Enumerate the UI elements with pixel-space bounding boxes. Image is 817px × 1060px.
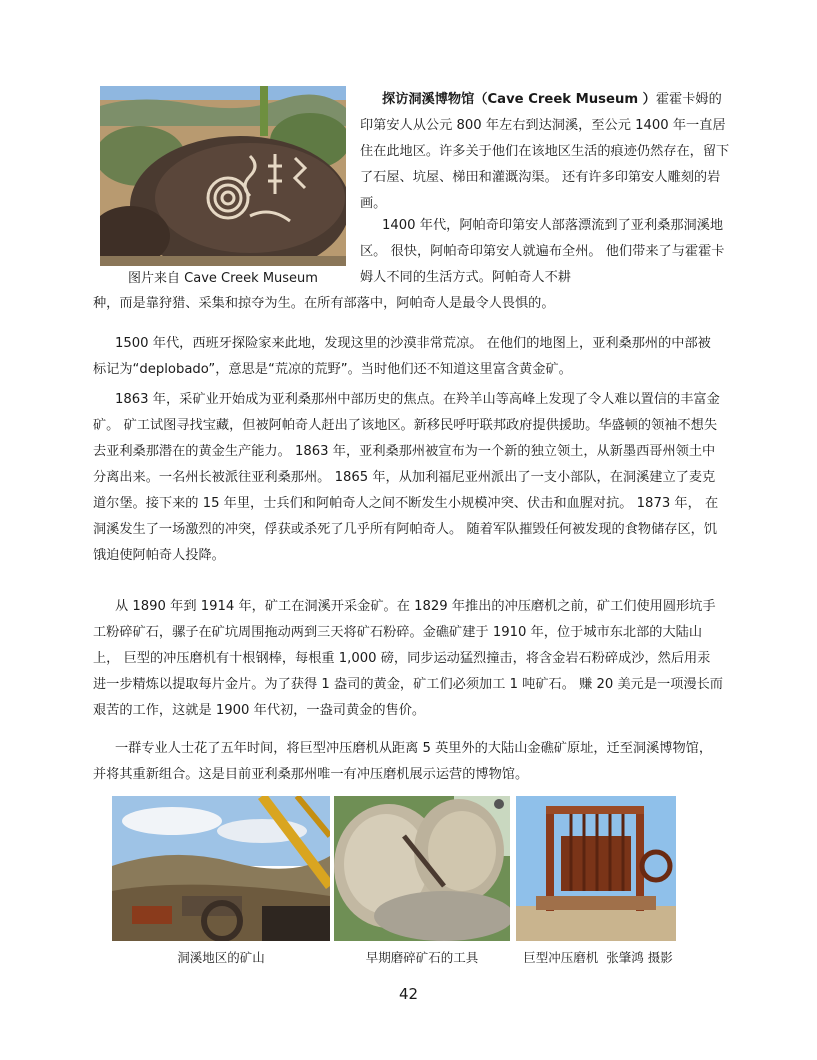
grinding-stone-photo xyxy=(334,796,510,941)
intro-paragraph xyxy=(360,87,730,217)
paragraph-1500s-text: 1500 年代，西班牙探险家来此地，发现这里的沙漠非常荒凉。 在他们的地图上，亚利桑那州的中部被标记为“deplobado”，意思是“荒凉的荒野”。当时他们还不知道这里富含黄金矿。 xyxy=(93,336,711,377)
paragraph-1890 xyxy=(93,594,723,724)
petroglyph-caption: 图片来自 Cave Creek Museum xyxy=(128,271,318,286)
paragraph-stamp-mill-move xyxy=(93,736,723,788)
intro-text: 霍霍卡姆的印第安人从公元 800 年左右到达洞溪，至公元 1400 年一直居住在此地区。许多关于他们在该地区生活的痕迹仍然存在，留下了石屋、坑屋、梯田和灌溉沟渠。 还有许多印第安人雕刻的岩画。 xyxy=(360,92,730,211)
stamp-mill-caption: 巨型冲压磨机 张肇鸿 摄影 xyxy=(523,950,673,965)
paragraph-1500s xyxy=(93,331,723,383)
paragraph-1890-text: 从 1890 年到 1914 年，矿工在洞溪开采金矿。在 1829 年推出的冲压磨机之前，矿工们使用圆形坑手工粉碎矿石，骡子在矿坑周围拖动两到三天将矿石粉碎。金礁矿建于 1910 年，位于城市东北部的大陆山上， 巨型的冲压磨机有十根钢棒，每根重 1,000 磅，同步运动猛烈撞击，将含金岩石粉碎成沙，然后用汞进一步精炼以提取每片金片。为了获得 1 盎司的黄金，矿工们必须加工 1 吨矿石。 赚 20 美元是一项漫长而艰苦的工作，这就是 1900 年代初，一盎司黄金的售价。 xyxy=(93,599,723,718)
page-number: 42 xyxy=(398,985,419,1003)
paragraph-1863-text: 1863 年，采矿业开始成为亚利桑那州中部历史的焦点。在羚羊山等高峰上发现了令人难以置信的丰富金矿。 矿工试图寻找宝藏，但被阿帕奇人赶出了该地区。新移民呼吁联邦政府提供援助。华盛顿的领袖不想失去亚利桑那潜在的黄金生产能力。 1863 年，亚利桑那州被宣布为一个新的独立领土，从新墨西哥州领土中分离出来。一名州长被派往亚利桑那州。 1865 年，从加利福尼亚州派出了一支小部队，在洞溪建立了麦克道尔堡。接下来的 15 年里，士兵们和阿帕奇人之间不断发生小规模冲突、伏击和血腥对抗。 1873 年， 在洞溪发生了一场激烈的冲突，俘获或杀死了几乎所有阿帕奇人。 随着军队摧毁任何被发现的食物储存区，饥饿迫使阿帕奇人投降。 xyxy=(93,392,720,563)
paragraph-1863 xyxy=(93,387,723,569)
article-title: 探访洞溪博物馆（Cave Creek Museum ） xyxy=(382,92,656,107)
apache-continuation: 种，而是靠狩猎、采集和掠夺为生。在所有部落中，阿帕奇人是最令人畏惧的。 xyxy=(93,296,555,311)
paragraph-stamp-mill-move-text: 一群专业人士花了五年时间，将巨型冲压磨机从距离 5 英里外的大陆山金礁矿原址，迁至洞溪博物馆，并将其重新组合。这是目前亚利桑那州唯一有冲压磨机展示运营的博物馆。 xyxy=(93,741,713,782)
apache-text: 1400 年代，阿帕奇印第安人部落漂流到了亚利桑那洞溪地区。 很快，阿帕奇印第安人就遍布全州。 他们带来了与霍霍卡姆人不同的生活方式。阿帕奇人不耕 xyxy=(360,218,725,285)
grinding-stone-caption: 早期磨碎矿石的工具 xyxy=(365,950,479,965)
petroglyph-photo xyxy=(100,86,346,266)
mine-photo xyxy=(112,796,330,941)
mine-photo-caption: 洞溪地区的矿山 xyxy=(177,950,265,965)
apache-paragraph xyxy=(360,213,730,291)
stamp-mill-photo xyxy=(516,796,676,941)
